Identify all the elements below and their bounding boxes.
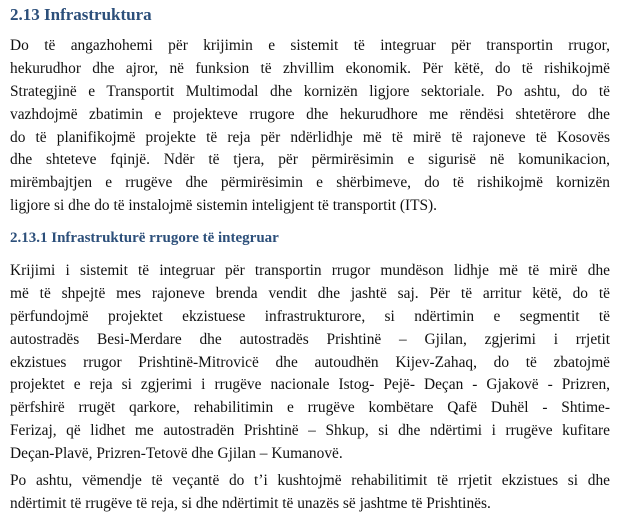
section-heading: 2.13 Infrastruktura <box>10 5 152 24</box>
paragraph-line: Do të angazhohemi për krijimin e sistemit të integruar për transportin rrugor, <box>10 37 610 54</box>
paragraph-line: ekzistues rrugor Prishtinë-Mitrovicë dhe autoudhën Kijev-Zahaq, do të zbatojmë <box>10 353 610 371</box>
paragraph-line: përfshirë rrugët qarkore, rehabilitimin e rrugëve kombëtare Qafë Duhël - Shtime- <box>10 399 610 417</box>
paragraph-line: Ferizaj, që lidhet me autostradën Prishtinë – Shkup, si dhe ndërtimi i rrugëve kufitare <box>10 422 610 440</box>
paragraph-line: mirëmbajtjen e rrugëve dhe përmirësimin e shërbimeve, do të rishikojmë kornizën <box>10 174 610 192</box>
section-paragraph <box>10 35 610 218</box>
paragraph-line: Krijimi i sistemit të integruar për transportin rrugor mundëson lidhje më të mirë dhe <box>10 262 610 279</box>
paragraph-line: Deçan-Plavë, Prizren-Tetovë dhe Gjilan – Kumanovë. <box>10 445 343 463</box>
paragraph-line: ligjore si dhe do të instalojmë sistemin inteligjent të transportit (ITS). <box>10 197 438 215</box>
paragraph-line: përfundojmë projektet ekzistuese infrastrukturore, si ndërtimin e segmentit të <box>10 307 610 325</box>
paragraph-line: hekurudhor dhe ajror, në funksion të zhvillim ekonomik. Për këtë, do të rishikojmë <box>10 59 610 77</box>
subsection-paragraph-1 <box>10 260 610 466</box>
paragraph-line: më të shpejtë mes rajoneve brenda vendit dhe jashtë saj. Për të arritur këtë, do të <box>10 284 610 302</box>
paragraph-line: dhe shteteve fqinjë. Ndër të tjera, për përmirësimin e sigurisë në komunikacion, <box>10 151 610 169</box>
subsection-paragraph-2 <box>10 470 610 516</box>
paragraph-line: do të planifikojmë projekte të reja për ndërlidhje më të mirë të rajoneve të Kosovës <box>10 128 610 146</box>
subsection-heading: 2.13.1 Infrastrukturë rrugore të integruar <box>10 230 279 246</box>
paragraph-line: ndërtimit të rrugëve të reja, si dhe ndërtimit të unazës së jashtme të Prishtinës. <box>10 494 491 512</box>
paragraph-line: Strategjinë e Transportit Multimodal dhe kornizën ligjore sektoriale. Po ashtu, do të <box>10 82 610 100</box>
paragraph-line: projektet e reja si zgjerimi i rrugëve nacionale Istog- Pejë- Deçan - Gjakovë - Prizren, <box>10 376 610 394</box>
paragraph-line: autostradës Besi-Merdare dhe autostradës Prishtinë – Gjilan, zgjerimi i rrjetit <box>10 330 610 348</box>
paragraph-line: vazhdojmë zbatimin e projekteve rrugore dhe hekurudhore me rëndësi shtetërore dhe <box>10 105 610 123</box>
paragraph-line: Po ashtu, vëmendje të veçantë do t’i kushtojmë rehabilitimit të rrjetit ekzistues si dhe <box>10 472 610 489</box>
